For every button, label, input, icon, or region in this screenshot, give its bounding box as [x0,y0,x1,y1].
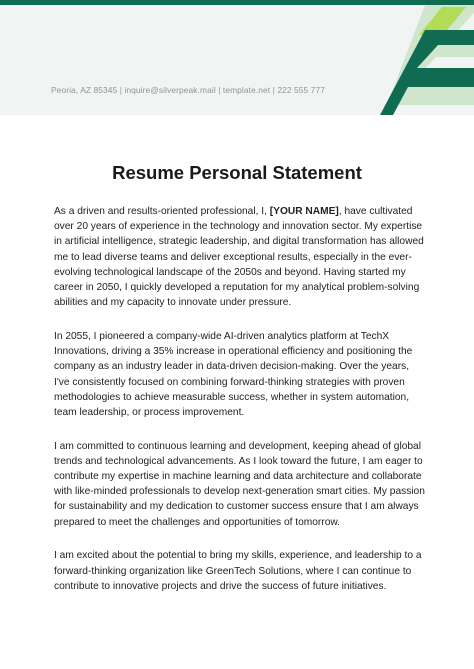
paragraph-intro [54,204,426,310]
statement-body [54,204,426,612]
intro-text-start: As a driven and results-oriented professional, I, [54,206,270,217]
paragraph-learning: I am committed to continuous learning and development, keeping ahead of global trends and technological advancements. As I look toward the future, I am eager to contribute my expertise in machine learning and data architecture and collaborate with like-minded professionals to develop next-generation smart cities. My passion for sustainability and my dedication to customer success ensure that I am always prepared to meet the challenges and opportunities of tomorrow. [54,440,425,528]
letterhead-header [0,5,474,115]
name-placeholder: [YOUR NAME] [269,206,339,217]
contact-info: Peoria, AZ 85345 | inquire@silverpeak.mail | template.net | 222 555 777 [51,85,325,95]
document-title: Resume Personal Statement [112,162,362,183]
intro-text-end: , have cultivated over 20 years of experience in the technology and innovation sector. My expertise in artificial intelligence, strategic leadership, and digital transformation has allowed me to lead diverse teams and deliver exceptional results, especially in the ever-evolving technological landscape of the 2050s and beyond. Having started my career in 2050, I quickly developed a reputation for my analytical problem-solving abilities and my capacity to innovate under pressure. [54,206,424,309]
paragraph-closing: I am excited about the potential to bring my skills, experience, and leadership to a forward-thinking organization like GreenTech Solutions, where I can continue to contribute to innovative projects and drive the success of future initiatives. [54,550,422,592]
stacked-chevron-logo-icon [330,5,474,115]
paragraph-achievements: In 2055, I pioneered a company-wide AI-driven analytics platform at TechX Innovations, driving a 35% increase in operational efficiency and positioning the company as an industry leader in data-driven decision-making. Over the years, I've consistently focused on combining forward-thinking strategies with proven methodologies to achieve measurable success, whether in system automation, team leadership, or process improvement. [54,330,413,418]
